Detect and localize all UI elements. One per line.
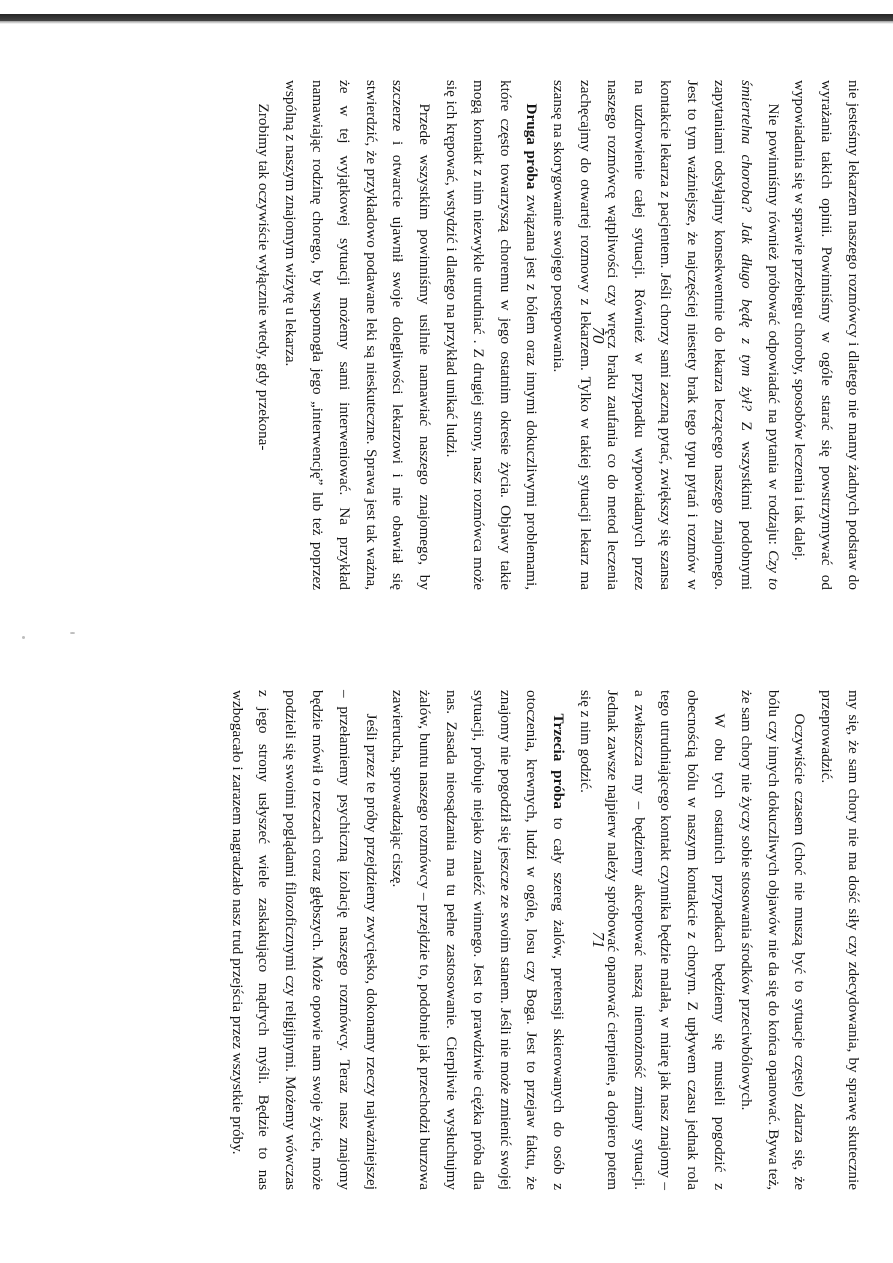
paragraph <box>384 690 572 1190</box>
paragraph-text: W obu tych ostatnich przypadkach będziemy się musieli pogodzić z obecnością bólu w naszym kontakcie z chorym. Z upływem czasu jednak rola tego utrudniającego kontakt czynnika będzie malała, w miarę jak nasz znajomy – a zwłaszcza my – będziemy akceptować naszą niemożność zmiany sytuacji. Jednak zawsze najpierw należy spróbować opanować cierpienie, a dopiero potem się z nim godzić. <box>577 690 729 1190</box>
paragraph <box>812 690 866 1190</box>
paragraph-text: Z wszystkimi podobnymi zapytaniami odsyłajmy konsekwentnie do lekarza leczącego naszego znajomego. Jest to tym ważniejsze, że najczęściej niestety brak tego typu pytań i rozmów w kontakcie lekarza z pacjentem. Jeśli chorzy sami zaczną pytać, zwiększy się szansa na uzdrowienie całej sytuacji. Również w przypadku wypowiadanych przez naszego rozmówcę wątpliwości czy wręcz braku zaufania co do metod leczenia zachęcajmy do otwartej rozmowy z lekarzem. Tylko w takiej sytuacji lekarz ma szansę na skorygowanie swojego postępowania. <box>550 80 755 590</box>
page-number: 71 <box>589 931 608 949</box>
paragraph <box>544 80 785 590</box>
paragraph-text: nie jesteśmy lekarzem naszego rozmówcy i dlatego nie mamy żadnych podstaw do wyrażania takich opinii. Powinniśmy w ogóle starać się powstrzymywać od wypowiadania się w sprawie przebiegu choroby, sposobów leczenia i tak dalej. <box>791 80 862 590</box>
scan-shadow-fade <box>0 21 893 24</box>
scan-speck <box>22 636 25 639</box>
paragraph <box>732 690 812 1190</box>
page-71 <box>76 690 866 1190</box>
paragraph-text: Przede wszystkim powinniśmy usilnie namawiać naszego znajomego, by szczerze i otwarcie ujawnił swoje dolegliwości lekarzowi i nie obawiał się stwierdzić, że przykładowo podawane leki są nieskuteczne. Sprawa jest tak ważna, że w tej wyjątkowej sytuacji możemy sami interweniować. Na przykład namawiając rodzinę chorego, by wspomogła jego „interwencję” lub też poprzez wspólną z naszym znajomym wizytę u lekarza. <box>282 80 434 590</box>
paragraph <box>250 80 277 590</box>
paragraph-lead: Nie powinniśmy również próbować odpowiadać na pytania w rodzaju: <box>764 103 782 551</box>
paragraph-text: to cały szereg żalów, pretensji skierowanych do osób z otoczenia, krewnych, ludzi w ogóle, losu czy Boga. Jest to przejaw faktu, że znajomy nie pogodził się jeszcze ze swoim stanem. Jeśli nie może zmienić swojej sytuacji, próbuje niejako znaleźć winnego. Jest to prawdziwie ciężka próba dla nas. Zasada nieosądzania ma tu pełne zastosowanie. Cierpliwie wysłuchujmy żalów, buntu naszego rozmówcy – przejdzie to, podobnie jak przechodzi burzowa zawierucha, sprowadzając ciszę. <box>389 690 568 1190</box>
bold-term: Trzecia próba <box>550 713 568 809</box>
paragraph <box>276 80 437 590</box>
paragraph-text: Zrobimy tak oczywiście wyłącznie wtedy, gdy przekona- <box>255 103 273 451</box>
italic-question: Czy to śmiertelna choroba? Jak długo będę z tym żył? <box>737 80 782 590</box>
paragraph-text: Jeśli przez te próby przejdziemy zwycięsko, dokonamy rzeczy najważniejszej – przełamiemy psychiczną izolację naszego rozmówcy. Teraz nasz znajomy będzie mówił o rzeczach coraz głębszych. Może opowie nam swoje życie, może podzieli się swoimi poglądami filozoficznymi czy religijnymi. Możemy wówczas z jego strony usłyszeć wiele zaskakująco mądrych myśli. Będzie to nas wzbogacało i zarazem nagradzało nasz trud przejścia przez wszystkie próby. <box>228 690 380 1190</box>
paragraph <box>786 80 866 590</box>
page-number: 70 <box>589 326 608 344</box>
paragraph <box>437 80 544 590</box>
paragraph <box>223 690 384 1190</box>
scan-speck <box>70 632 75 634</box>
page-70 <box>76 80 866 590</box>
bold-term: Druga próba <box>523 103 541 190</box>
paragraph-text: my się, że sam chory nie ma dość siły czy zdecydowania, by sprawę skutecznie przeprowadzić. <box>818 690 862 1190</box>
paragraph-text: Oczywiście czasem (choć nie muszą być to sytuacje częste) zdarza się, że bólu czy innych dokuczliwych objawów nie da się do końca opanować. Bywa też, że sam chory nie życzy sobie stosowania środków przeciwbólowych. <box>737 690 809 1190</box>
scan-shadow-bar <box>0 14 893 21</box>
paragraph-text: związana jest z bólem oraz innymi dokuczliwymi problemami, które często towarzyszą choremu w jego ostatnim okresie życia. Objawy takie mogą kontakt z nim niezwykle utrudniać . Z drugiej strony, nasz rozmówca może się ich krępować, wstydzić i dlatego na przykład unikać ludzi. <box>443 80 541 590</box>
